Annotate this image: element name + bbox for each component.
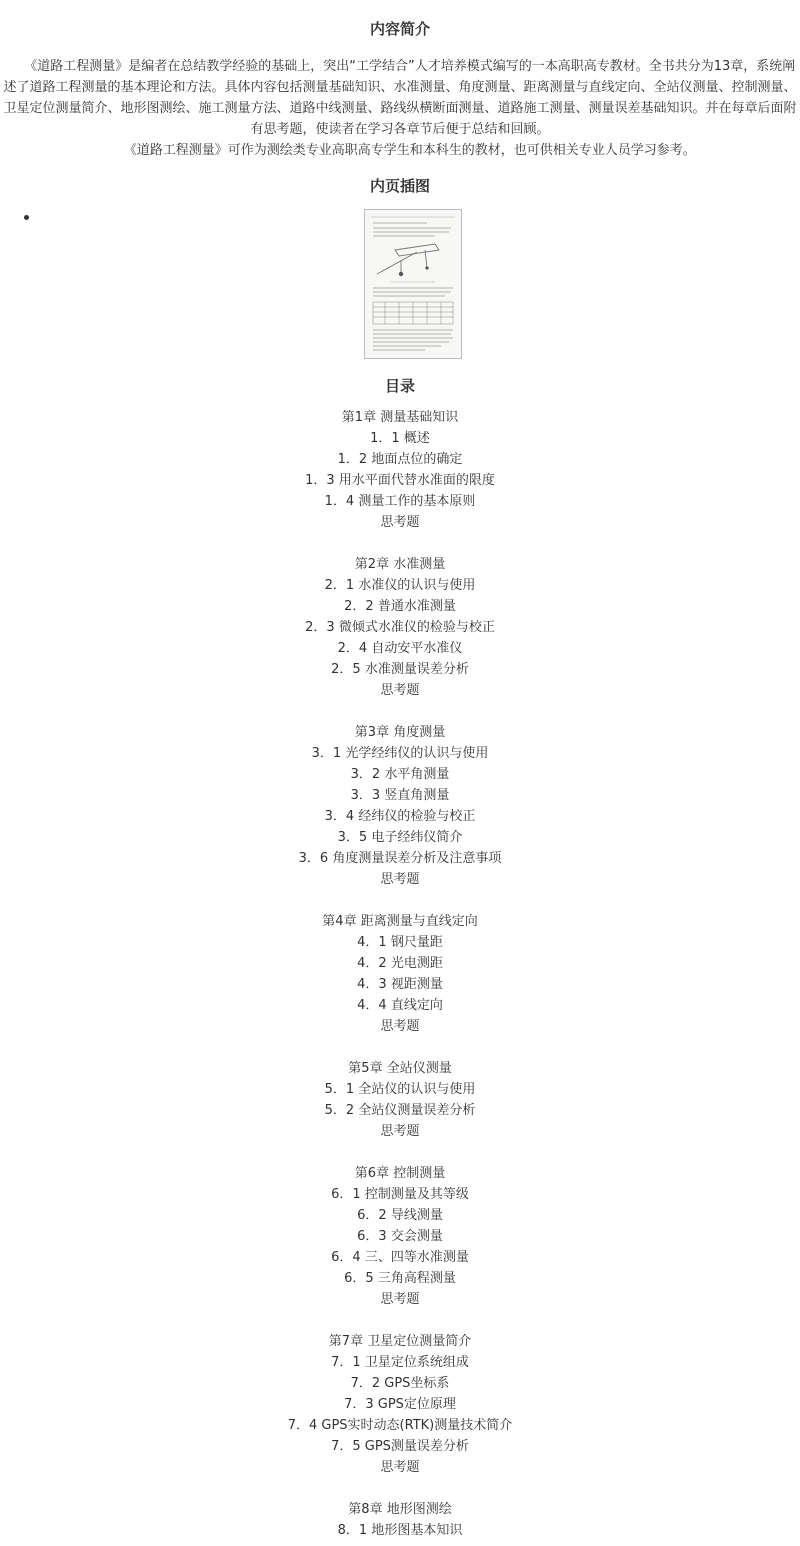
toc-chapter-heading: 第1章 测量基础知识 [341,410,459,425]
toc-chapter-heading: 第8章 地形图测绘 [348,1502,452,1517]
toc-item: 思考题 [380,872,420,887]
toc-item: 7．4 GPS实时动态(RTK)测量技术简介 [287,1418,513,1433]
toc-item: 1．3 用水平面代替水准面的限度 [305,473,495,488]
toc-item: 6．4 三、四等水准测量 [331,1250,469,1265]
toc-item: 3．3 竖直角测量 [350,788,450,803]
toc-item: 1．2 地面点位的确定 [337,452,463,467]
toc-chapter-heading: 第7章 卫星定位测量简介 [328,1334,472,1349]
toc-chapter-heading: 第3章 角度测量 [354,725,446,740]
toc-chapter [0,722,800,890]
toc-chapter [0,911,800,1037]
toc-chapter [0,554,800,701]
toc-item: 7．2 GPS坐标系 [350,1376,450,1391]
page-thumbnail-graphic [365,210,461,358]
toc-item: 5．1 全站仪的认识与使用 [324,1082,476,1097]
toc-item: 4．4 直线定向 [357,998,443,1013]
toc-item: 7．3 GPS定位原理 [344,1397,456,1412]
toc-item: 思考题 [380,683,420,698]
toc-item: 1．1 概述 [370,431,430,446]
toc-chapter [0,1331,800,1478]
table-of-contents [0,407,800,1541]
intro-paragraph-1: 《道路工程测量》是编者在总结教学经验的基础上，突出“工学结合”人才培养模式编写的一本高职高专教材。全书共分为13章，系统阐述了道路工程测量的基本理论和方法。具体内容包括测量基础知识、水准测量、角度测量、距离测量与直线定向、全站仪测量、控制测量、卫星定位测量简介、地形图测绘、施工测量方法、道路中线测量、路线纵横断面测量、道路施工测量、测量误差基础知识。并在每章后面附有思考题，使读者在学习各章节后便于总结和回顾。 [3,59,797,137]
toc-item: 3．5 电子经纬仪简介 [337,830,463,845]
toc-item: 2．4 自动安平水准仪 [337,641,463,656]
toc-item: 3．2 水平角测量 [350,767,450,782]
toc-chapter-heading: 第4章 距离测量与直线定向 [322,914,478,929]
toc-item: 思考题 [380,1460,420,1475]
toc-item: 4．2 光电测距 [357,956,443,971]
toc-item: 1．4 测量工作的基本原则 [324,494,476,509]
toc-item: 7．1 卫星定位系统组成 [331,1355,469,1370]
toc-item: 5．2 全站仪测量误差分析 [324,1103,476,1118]
inner-page-image[interactable] [364,209,462,359]
toc-chapter-heading: 第5章 全站仪测量 [348,1061,452,1076]
toc-item: 思考题 [380,1292,420,1307]
toc-chapter-heading: 第2章 水准测量 [354,557,446,572]
toc-item: 2．3 微倾式水准仪的检验与校正 [305,620,495,635]
bullet-icon [24,215,29,220]
toc-item: 3．4 经纬仪的检验与校正 [324,809,476,824]
toc-title: 目录 [384,377,415,395]
toc-item: 2．2 普通水准测量 [344,599,456,614]
illustrations-list [0,209,800,361]
toc-item: 7．5 GPS测量误差分析 [331,1439,469,1454]
toc-item: 3．6 角度测量误差分析及注意事项 [298,851,502,866]
intro-title: 内容简介 [369,20,430,38]
toc-item: 6．3 交会测量 [357,1229,443,1244]
toc-chapter-heading: 第6章 控制测量 [354,1166,446,1181]
intro-body [0,56,800,161]
toc-chapter [0,1499,800,1541]
intro-paragraph-2: 《道路工程测量》可作为测绘类专业高职高专学生和本科生的教材，也可供相关专业人员学习参考。 [130,143,696,158]
toc-chapter [0,407,800,533]
illustrations-title: 内页插图 [369,177,430,195]
toc-item: 3．1 光学经纬仪的认识与使用 [311,746,489,761]
toc-item: 4．1 钢尺量距 [357,935,443,950]
toc-item: 思考题 [380,1019,420,1034]
toc-chapter [0,1163,800,1310]
toc-item: 2．1 水准仪的认识与使用 [324,578,476,593]
toc-item: 4．3 视距测量 [357,977,443,992]
toc-item: 2．5 水准测量误差分析 [331,662,469,677]
toc-chapter [0,1058,800,1142]
toc-item: 思考题 [380,1124,420,1139]
toc-item: 6．5 三角高程测量 [344,1271,456,1286]
toc-item: 思考题 [380,515,420,530]
toc-item: 6．2 导线测量 [357,1208,443,1223]
toc-item: 8．1 地形图基本知识 [337,1523,463,1538]
toc-item: 6．1 控制测量及其等级 [331,1187,469,1202]
